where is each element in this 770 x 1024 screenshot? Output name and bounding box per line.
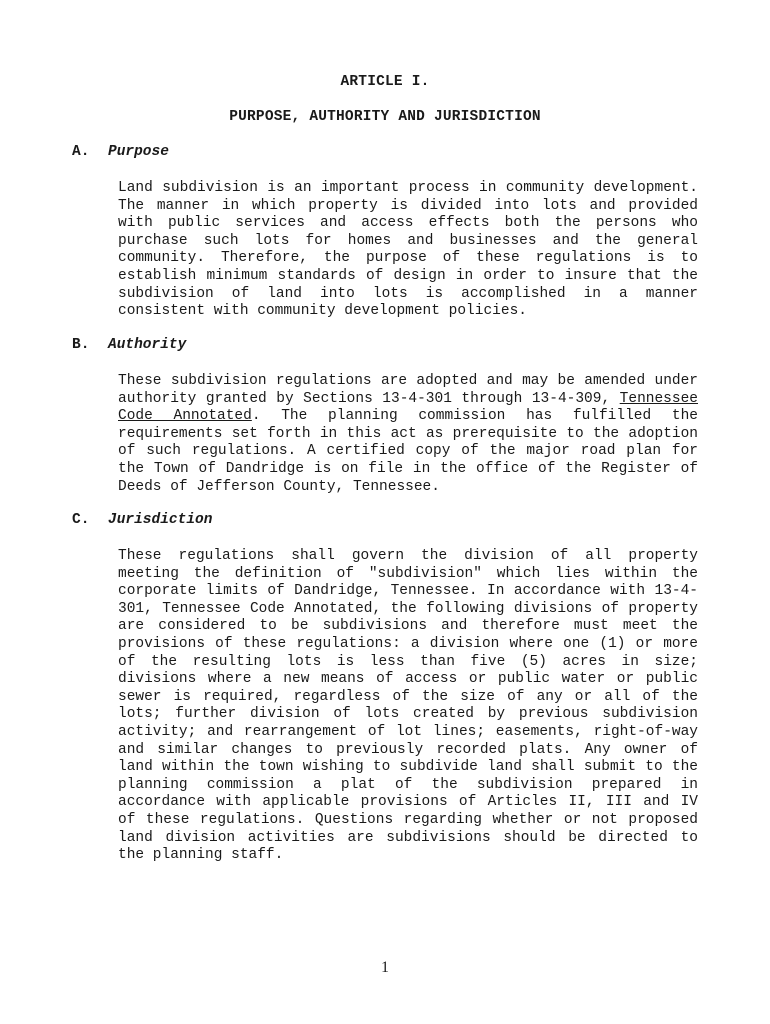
section-body-authority	[118, 373, 698, 496]
section-title: Purpose	[108, 144, 169, 160]
page-number: 1	[381, 959, 389, 976]
section-body-purpose: Land subdivision is an important process in community development. The manner in which property is divided into lots and provided with public services and access effects both the persons who purchase such lots for homes and businesses and the general community. Therefore, the purpose of these regulations is to establish minimum standards of design in order to insure that the subdivision of land into lots is accomplished in a manner consistent with community development policies.	[118, 180, 698, 320]
code-citation: Tennessee Code Annotated	[118, 390, 698, 425]
article-heading: PURPOSE, AUTHORITY AND JURISDICTION	[229, 109, 541, 125]
section-body-jurisdiction: These regulations shall govern the division of all property meeting the definition of "subdivision" which lies within the corporate limits of Dandridge, Tennessee. In accordance with 13-4-301, Tennessee Code Annotated, the following divisions of property are considered to be subdivisions and therefore must meet the provisions of these regulations: a division where one (1) or more of the resulting lots is less than five (5) acres in size; divisions where a new means of access or public water or public sewer is required, regardless of the size of any or all of the lots; further division of lots created by previous subdivision activity; and rearrangement of lot lines; easements, right-of-way and similar changes to previously recorded plats. Any owner of land within the town wishing to subdivide land shall submit to the planning commission a plat of the subdivision prepared in accordance with applicable provisions of Articles II, III and IV of these regulations. Questions regarding whether or not proposed land division activities are subdivisions should be directed to the planning staff.	[118, 548, 698, 864]
section-heading-jurisdiction	[72, 512, 212, 528]
article-title: ARTICLE I.	[340, 74, 430, 90]
section-letter: B.	[72, 337, 90, 353]
section-heading-purpose	[72, 144, 169, 160]
authority-text-start: These subdivision regulations are adopted and may be amended under authority granted by Sections 13-4-301 through 13-4-309,	[118, 373, 698, 407]
section-heading-authority	[72, 337, 186, 353]
section-title: Authority	[108, 337, 187, 353]
section-title: Jurisdiction	[108, 512, 213, 528]
section-letter: C.	[72, 512, 90, 528]
section-letter: A.	[72, 144, 90, 160]
authority-text-end: . The planning commission has fulfilled the requirements set forth in this act as prerequisite to the adoption of such regulations. A certified copy of the major road plan for the Town of Dandridge is on file in the office of the Register of Deeds of Jefferson County, Tennessee.	[118, 408, 698, 495]
